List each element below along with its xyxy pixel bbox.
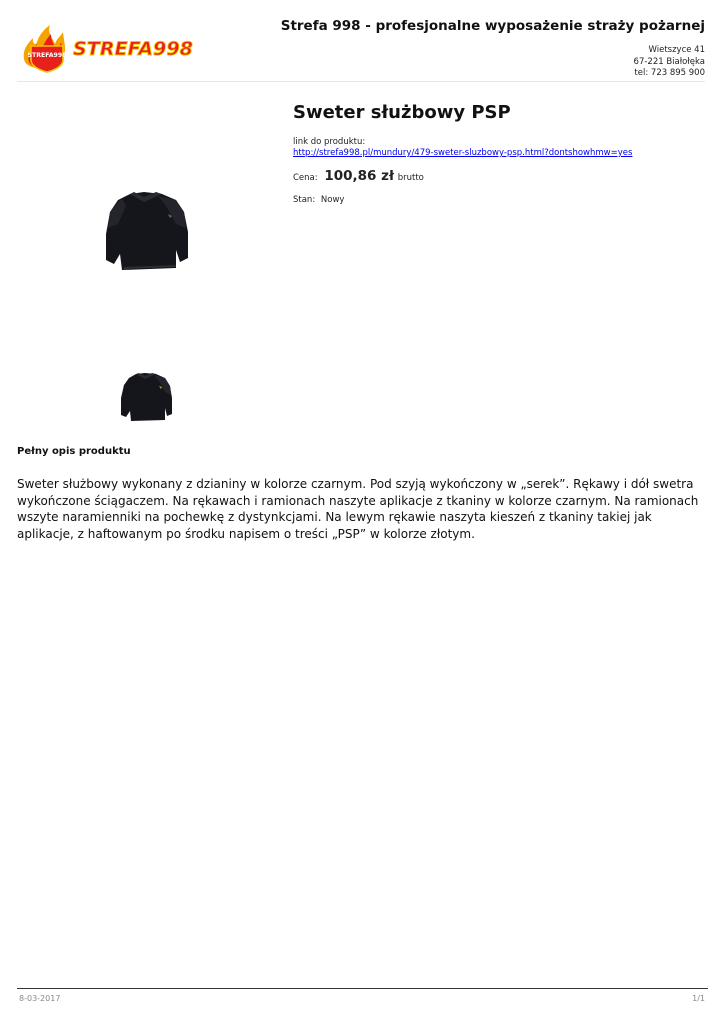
condition-value: Nowy bbox=[320, 195, 345, 205]
logo-wordmark: STREFA998 bbox=[73, 38, 193, 60]
product-image-main[interactable] bbox=[100, 188, 192, 272]
header-divider bbox=[17, 81, 705, 82]
product-link-label: link do produktu: bbox=[293, 137, 366, 147]
footer-page-number: 1/1 bbox=[692, 994, 705, 1003]
condition-label: Stan: bbox=[293, 195, 316, 205]
price-row bbox=[293, 168, 424, 184]
condition-row bbox=[293, 195, 344, 205]
address-postal: 67-221 Białołęka bbox=[633, 56, 705, 67]
price-value: 100,86 zł bbox=[324, 168, 394, 184]
logo-badge-text: STREFA998 bbox=[27, 52, 67, 59]
address-street: Wietszyce 41 bbox=[648, 45, 705, 55]
product-link[interactable]: http://strefa998.pl/mundury/479-sweter-sluzbowy-psp.html?dontshowhmw=yes bbox=[293, 148, 633, 158]
strefa998-logo[interactable] bbox=[17, 22, 197, 74]
footer-divider bbox=[17, 988, 708, 989]
product-image-thumbnail[interactable] bbox=[118, 370, 174, 422]
product-title: Sweter służbowy PSP bbox=[293, 102, 511, 123]
price-suffix: brutto bbox=[397, 173, 424, 183]
description-heading: Pełny opis produktu bbox=[17, 446, 131, 457]
company-address bbox=[634, 45, 705, 80]
description-text: Sweter służbowy wykonany z dzianiny w kolorze czarnym. Pod szyją wykończony w „serek”. Rękawy i dół swetra wykończone ściągaczem. Na rękawach i ramionach naszyte aplikacje z tkaniny w kolorze czarnym. Na ramionach wszyte naramienniki na pochewkę z dystynkcjami. Na lewym rękawie naszyta kieszeń z tkaniny takiej jak aplikacje, z haftowanym po środku napisem o treści „PSP” w kolorze złotym. bbox=[17, 477, 699, 541]
page-header-title: Strefa 998 - profesjonalne wyposażenie straży pożarnej bbox=[280, 18, 705, 34]
footer-date: 8-03-2017 bbox=[19, 994, 61, 1003]
address-phone: tel: 723 895 900 bbox=[634, 68, 705, 78]
price-label: Cena: bbox=[293, 173, 318, 183]
